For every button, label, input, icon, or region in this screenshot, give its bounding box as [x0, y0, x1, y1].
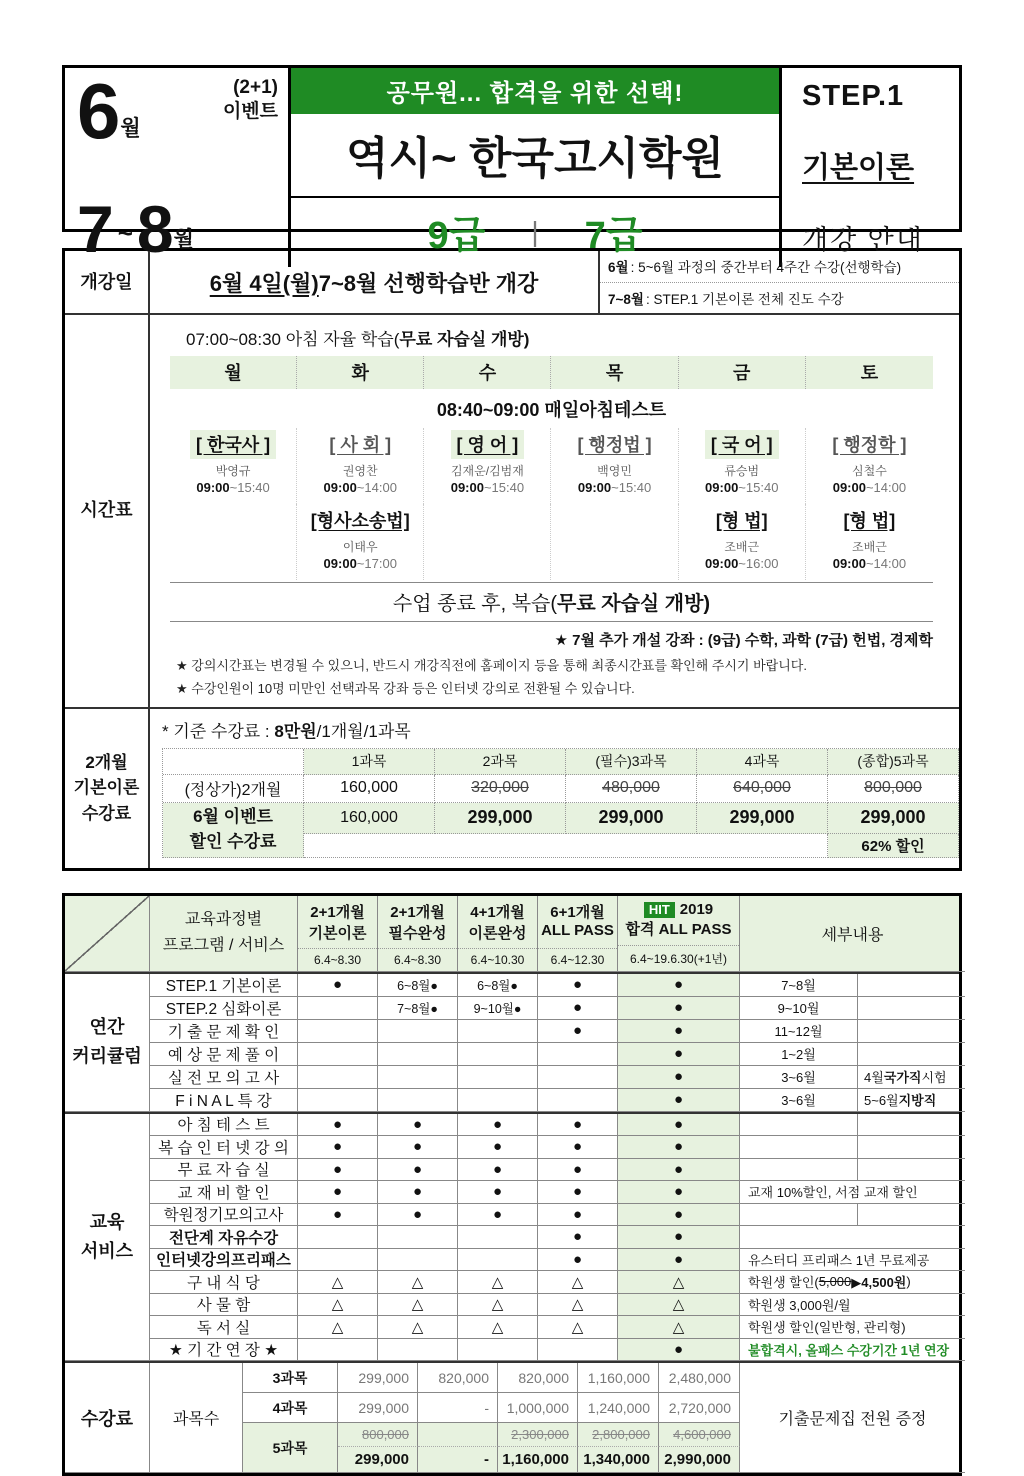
- curriculum-section: 연간 커리큘럼 STEP.1 기본이론 ● 6~8월● 6~8월● ● ● 7~8월 STEP.2 심화이론 7~8월● 9~10월● ● ● 9~10월 기 출 문 제 확 인 ● ● 11~12월 예 상 문 제 풀 이 ● 1~2월 실 전 모 의 고 사 ● 3~6월 4월 국가직 시험 F i N A L 특 강 ● 3~6월 5~6월 지방직: [65, 972, 959, 1112]
- month-6: 6: [77, 74, 120, 148]
- slogan-banner: 공무원... 합격을 위한 선택!: [291, 68, 779, 114]
- normal-price-label: (정상가)2개월: [163, 775, 304, 803]
- normal-price-2: 320,000: [435, 775, 566, 803]
- tuition-label: 2개월 기본이론 수강료: [65, 709, 150, 868]
- row-review-internet: 복 습 인 터 넷 강 의: [150, 1136, 298, 1159]
- subject-row-2: [170, 504, 933, 580]
- program-table: [62, 893, 962, 1476]
- slot-admin-law: [ 행정법 ] 백영민 09:00~15:40: [551, 428, 678, 504]
- grade-7: 7급: [585, 204, 643, 259]
- row-locker: 사 물 함: [150, 1294, 298, 1317]
- slot-english: [ 영 어 ] 김재운/김범재 09:00~15:40: [424, 428, 551, 504]
- row-regular-mock-exam: 학원정기모의고사: [150, 1204, 298, 1227]
- step-label: STEP.1: [802, 80, 951, 113]
- tuition-col-4: 4과목: [697, 749, 828, 775]
- services-section: 교육 서비스 아 침 테 스 트 ● ● ● ● ● 복 습 인 터 넷 강 의 ● ● ● ● ● 무 료 자 습 실 ● ● ● ● ● 교 재 비 할 인 ● ● ● ● ● 교재 10%할인, 서점 교재 할인 학원정기모의고사 ● ● ● ● ● 전단계 자유수강 ● ● 인터넷강의프리패스 ● ● 유스터디 프리패스 1년 무료제공 구 내 식 당 △ △ △ △ △ 학원생 할인( 5,000 ▶4,500원 ) 사 물 함 △ △ △ △ △ 학원생 3,000원/월 독 서 실 △ △ △ △ △ 학원생 할인(일반형, 관리형) ★ 기 간 연 장 ★ ● 불합격시, 올패스 수강기간 1년 연장: [65, 1112, 959, 1362]
- header-months: 6 월 (2+1) 이벤트 7 ~ 8 월: [65, 68, 288, 267]
- event-2plus1: (2+1) 이벤트: [223, 74, 278, 124]
- slot-social: [ 사 회 ] 권영찬 09:00~14:00: [297, 428, 424, 504]
- row-internet-free-pass: 인터넷강의프리패스: [150, 1249, 298, 1272]
- day-fri: 금: [679, 356, 806, 389]
- row-textbook-discount: 교 재 비 할 인: [150, 1181, 298, 1204]
- normal-price-5: 800,000: [828, 775, 959, 803]
- slot-korean: [ 국 어 ] 류승범 09:00~15:40: [679, 428, 806, 504]
- opening-notes: [598, 251, 959, 313]
- count-5: 5과목: [243, 1423, 338, 1473]
- grade-separator: |: [531, 216, 538, 248]
- event-price-5: 299,000: [828, 803, 959, 834]
- row-expected-problems: 예 상 문 제 풀 이: [150, 1043, 298, 1066]
- day-mon: 월: [170, 356, 297, 389]
- tuition-col-5: (종합)5과목: [828, 749, 959, 775]
- textbook-discount-detail: 교재 10%할인, 서점 교재 할인: [740, 1181, 965, 1204]
- academy-name: 역시~ 한국 고시학원: [291, 114, 779, 196]
- day-header-row: [170, 356, 933, 389]
- opening-date-title: 6월 4일(월) 7~8월 선행학습반 개강: [150, 251, 598, 313]
- july-extra-courses: ★ 7월 추가 개설 강좌 : (9급) 수학, 과학 (7급) 헌법, 경제학: [170, 629, 933, 650]
- row-period-extension: ★ 기 간 연 장 ★: [150, 1339, 298, 1362]
- opening-date-label: 개강일: [65, 251, 150, 313]
- discount-rate: 62% 할인: [828, 834, 959, 858]
- day-sat: 토: [806, 356, 933, 389]
- curriculum-section-label: 연간 커리큘럼: [65, 974, 150, 1112]
- tuition-col-3: (필수)3과목: [566, 749, 697, 775]
- subject-row-1: [170, 428, 933, 504]
- price-section: 수강료 과목수 3과목 299,000 820,000 820,000 1,160,000 2,480,000 기출문제집 전원 증정 4과목 299,000 - 1,000,000 1,240,000 2,720,000 5과목 800,000 2,300,000 2,800,000 4,600,000 299,000 - 1,160,000 1,340,000 2,990,000: [65, 1361, 959, 1473]
- detail-header: 세부내용: [740, 896, 965, 972]
- month-8: 8: [137, 200, 174, 259]
- count-3: 3과목: [243, 1363, 338, 1393]
- row-morning-test: 아 침 테 스 트: [150, 1114, 298, 1137]
- event-price-3: 299,000: [566, 803, 697, 834]
- opening-notice: 개강 안내: [802, 218, 951, 257]
- timetable-label: 시간표: [65, 315, 150, 707]
- row-past-exams: 기 출 문 제 확 인: [150, 1020, 298, 1043]
- opening-note-june: 6월 : 5~6월 과정의 중간부터 4주간 수강(선행학습): [600, 251, 959, 282]
- col-basic-theory: 2+1개월 기본이론 6.4~8.30: [298, 896, 378, 972]
- evening-review: 수업 종료 후, 복습(무료 자습실 개방): [170, 582, 933, 622]
- slot-criminal-law-fri: [형 법] 조배근 09:00~16:00: [679, 504, 806, 580]
- schedule-table: [62, 248, 962, 871]
- timetable-notice-2: ★ 수강인원이 10명 미만인 선택과목 강좌 등은 인터넷 강의로 전환될 수 있습니다.: [176, 678, 933, 701]
- day-wed: 수: [424, 356, 551, 389]
- hit-badge: HIT: [644, 902, 675, 918]
- event-price-2: 299,000: [435, 803, 566, 834]
- step-course-name: 기본이론: [802, 145, 951, 186]
- timetable-row: [65, 313, 959, 707]
- row-free-study-room: 무 료 자 습 실: [150, 1159, 298, 1182]
- event-price-4: 299,000: [697, 803, 828, 834]
- normal-price-3: 480,000: [566, 775, 697, 803]
- services-section-label: 교육 서비스: [65, 1114, 150, 1362]
- month-7: 7: [77, 200, 114, 259]
- morning-self-study: 07:00~08:30 아침 자율 학습(무료 자습실 개방): [186, 325, 933, 350]
- slot-criminal-procedure: [형사소송법] 이태우 09:00~17:00: [297, 504, 424, 580]
- col-essential: 2+1개월 필수완성 6.4~8.30: [378, 896, 458, 972]
- col-all-pass: 6+1개월 ALL PASS 6.4~12.30: [538, 896, 618, 972]
- row-reading-room: 독 서 실: [150, 1316, 298, 1339]
- row-step1: STEP.1 기본이론: [150, 974, 298, 997]
- price-section-label: 수강료: [65, 1363, 150, 1473]
- opening-note-july-aug: 7~8월 : STEP.1 기본이론 전체 진도 수강: [600, 282, 959, 314]
- row-step2: STEP.2 심화이론: [150, 997, 298, 1020]
- header: [62, 65, 962, 232]
- tuition-col-1: 1과목: [304, 749, 435, 775]
- opening-date-row: [65, 251, 959, 313]
- header-center: [288, 68, 782, 267]
- event-price-label: 6월 이벤트 할인 수강료: [163, 803, 304, 858]
- extension-detail: 불합격시, 올패스 수강기간 1년 연장: [740, 1339, 965, 1362]
- slot-public-admin: [ 행정학 ] 심철수 09:00~14:00: [806, 428, 933, 504]
- program-title: 교육과정별 프로그램 / 서비스: [150, 896, 298, 972]
- program-header: [65, 896, 959, 972]
- slot-criminal-law-sat: [형 법] 조배근 09:00~14:00: [806, 504, 933, 580]
- count-4: 4과목: [243, 1393, 338, 1423]
- day-thu: 목: [551, 356, 678, 389]
- normal-price-1: 160,000: [304, 775, 435, 803]
- col-theory-complete: 4+1개월 이론완성 6.4~10.30: [458, 896, 538, 972]
- timetable-notice-1: ★ 강의시간표는 변경될 수 있으니, 반드시 개강직전에 홈페이지 등을 통해 최종시간표를 확인해 주시기 바랍니다.: [176, 655, 933, 678]
- col-hit-all-pass: HIT 2019 합격 ALL PASS 6.4~19.6.30(+1년): [618, 896, 740, 972]
- locker-detail: 학원생 3,000원/월: [740, 1294, 965, 1317]
- daily-morning-test: 08:40~09:00 매일아침테스트: [170, 389, 933, 428]
- tuition-row: [65, 707, 959, 868]
- subject-count-label: 과목수: [150, 1363, 243, 1473]
- tuition-table: [162, 748, 959, 858]
- row-prior-step-free: 전단계 자유수강: [150, 1226, 298, 1249]
- corner-diagonal: [65, 896, 150, 972]
- day-tue: 화: [297, 356, 424, 389]
- base-tuition-note: * 기준 수강료 : 8만원/1개월/1과목: [162, 717, 959, 742]
- header-step: [782, 68, 959, 267]
- grade-9: 9급: [428, 204, 486, 259]
- normal-price-4: 640,000: [697, 775, 828, 803]
- row-cafeteria: 구 내 식 당: [150, 1271, 298, 1294]
- event-price-1: 160,000: [304, 803, 435, 834]
- slot-korean-history: [ 한국사 ] 박영규 09:00~15:40: [170, 428, 297, 504]
- tuition-col-2: 2과목: [435, 749, 566, 775]
- gift-note: 기출문제집 전원 증정: [740, 1363, 965, 1473]
- row-mock-exam: 실 전 모 의 고 사: [150, 1066, 298, 1089]
- reading-room-detail: 학원생 할인(일반형, 관리형): [740, 1316, 965, 1339]
- row-final-lecture: F i N A L 특 강: [150, 1089, 298, 1112]
- free-pass-detail: 유스터디 프리패스 1년 무료제공: [740, 1249, 965, 1272]
- cafeteria-detail: 학원생 할인( 5,000 ▶4,500원 ): [740, 1271, 965, 1294]
